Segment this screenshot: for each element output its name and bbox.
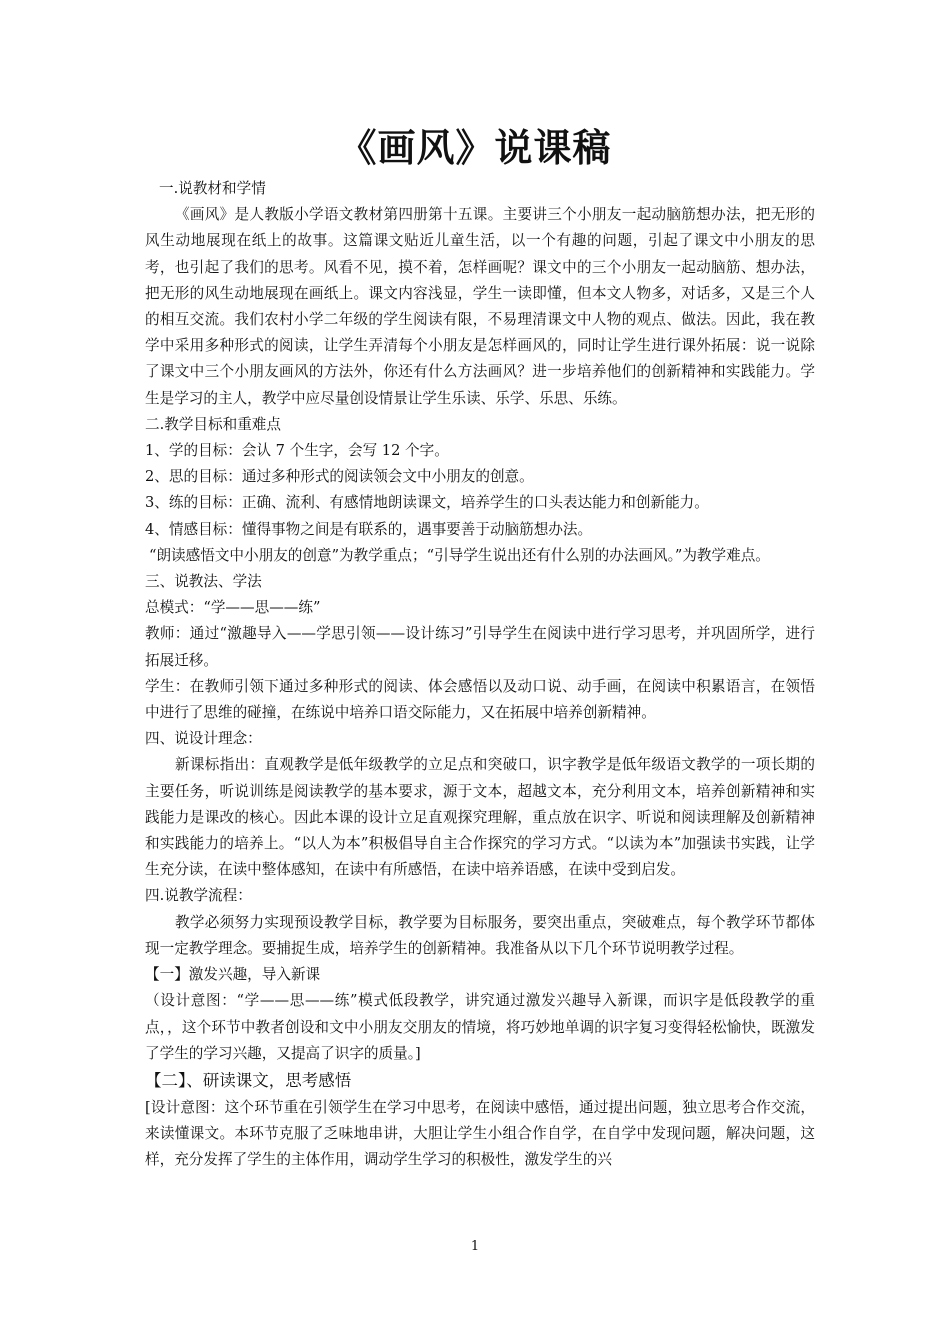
document-body: [145, 176, 815, 1174]
step-heading-2: 【二】、研读课文，思考感悟: [145, 1070, 352, 1090]
paragraph-student: 学生：在教师引领下通过多种形式的阅读、体会感悟以及动口说、动手画，在阅读中积累语言，在领悟中进行了思维的碰撞，在练说中培养口语交际能力，又在拓展中培养创新精神。: [145, 677, 815, 722]
paragraph-textbook-analysis: 《画风》是人教版小学语文教材第四册第十五课。主要讲三个小朋友一起动脑筋想办法，把无形的风生动地展现在纸上的故事。这篇课文贴近儿童生活，以一个有趣的问题，引起了课文中小朋友的思考，也引起了我们的思考。风看不见，摸不着，怎样画呢？课文中的三个小朋友一起动脑筋、想办法，把无形的风生动地展现在画纸上。课文内容浅显，学生一读即懂，但本文人物多，对话多，又是三个人的相互交流。我们农村小学二年级的学生阅读有限，不易理清课文中人物的观点、做法。因此，我在教学中采用多种形式的阅读，让学生弄清每个小朋友是怎样画风的，同时让学生进行课外拓展：说一说除了课文中三个小朋友画风的方法外，你还有什么方法画风？进一步培养他们的创新精神和实践能力。学生是学习的主人，教学中应尽量创设情景让学生乐读、乐学、乐思、乐练。: [145, 206, 815, 407]
paragraph-model: 总模式：“学——思——练”: [145, 599, 321, 617]
section-heading-5: 四.说教学流程：: [145, 887, 252, 905]
goal-item-1: 1、学的目标：会认 7 个生字，会写 12 个字。: [145, 442, 449, 460]
page-number: 1: [470, 1239, 480, 1254]
section-heading-1: 一.说教材和学情: [159, 180, 266, 197]
goal-item-2: 2、思的目标：通过多种形式的阅读领会文中小朋友的创意。: [145, 468, 534, 486]
goal-item-4: 4、情感目标：懂得事物之间是有联系的，遇事要善于动脑筋想办法。: [145, 520, 593, 538]
page-title: 《画风》说课稿: [338, 126, 612, 170]
paragraph-key-points: “朗读感悟文中小朋友的创意”为教学重点；“引导学生说出还有什么别的办法画风。”为教学难点。: [149, 546, 770, 564]
paragraph-teacher: 教师：通过“激趣导入——学思引领——设计练习”引导学生在阅读中进行学习思考，并巩固所学，进行拓展迁移。: [145, 625, 815, 669]
paragraph-step-1-intent: （设计意图：“学——思——练”模式低段教学，讲究通过激发兴趣导入新课，而识字是低段教学的重点，，这个环节中教者创设和文中小朋友交朋友的情境，将巧妙地单调的识字复习变得轻松愉快，既激发了学生的学习兴趣，又提高了识字的质量。]: [145, 992, 815, 1062]
section-heading-4: 四、说设计理念：: [145, 730, 262, 748]
step-heading-1: 【一】激发兴趣，导入新课: [145, 966, 321, 984]
paragraph-design-concept: 新课标指出：直观教学是低年级教学的立足点和突破口，识字教学是低年级语文教学的一项长期的主要任务，听说训练是阅读教学的基本要求，源于文本，超越文本，充分利用文本，培养创新精神和实践能力是课改的核心。因此本课的设计立足直观探究理解，重点放在识字、听说和阅读理解及创新精神和实践能力的培养上。“以人为本”积极倡导自主合作探究的学习方式。“以读为本”加强读书实践，让学生充分读，在读中整体感知，在读中有所感悟，在读中培养语感，在读中受到启发。: [145, 756, 815, 879]
paragraph-teaching-process: 教学必须努力实现预设教学目标，教学要为目标服务，要突出重点，突破难点，每个教学环节都体现一定教学理念。要捕捉生成，培养学生的创新精神。我准备从以下几个环节说明教学过程。: [145, 913, 815, 957]
paragraph-step-2-intent: [设计意图：这个环节重在引领学生在学习中思考，在阅读中感悟，通过提出问题，独立思考合作交流，来读懂课文。本环节克服了乏味地串讲，大胆让学生小组合作自学，在自学中发现问题，解决问题，这样，充分发挥了学生的主体作用，调动学生学习的积极性，激发学生的兴: [145, 1098, 815, 1169]
goal-item-3: 3、练的目标：正确、流利、有感情地朗读课文，培养学生的口头表达能力和创新能力。: [145, 494, 709, 512]
section-heading-2: 二.教学目标和重难点: [145, 415, 281, 433]
section-heading-3: 三、说教法、学法: [145, 573, 262, 591]
